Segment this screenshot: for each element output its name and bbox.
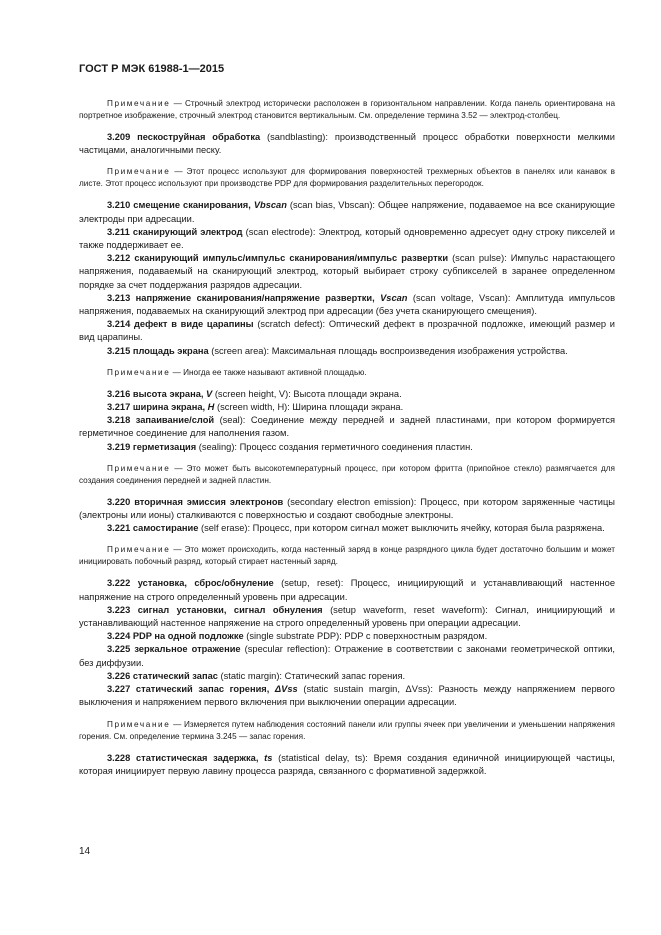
term-name: установка, сброс/обнуление: [137, 578, 274, 589]
term-number: 3.212: [107, 253, 135, 264]
term-symbol: V: [203, 388, 213, 399]
term-text: (secondary electron emission): Процесс, при котором заряженные частицы (электроны или ионы) сталкиваются с поверхностью и создают свободные электроны.: [79, 496, 615, 521]
term-definition: [79, 401, 615, 414]
term-number: 3.226: [107, 670, 133, 681]
term-number: 3.217: [107, 402, 133, 413]
term-text: (statistical delay, ts): Время создания единичной инициирующей частицы, которая инициирует первую лавину процесса разряда, связанного с формативной задержкой.: [79, 752, 615, 776]
note-label: Примечание: [107, 367, 171, 377]
term-name: статический запас горения,: [135, 684, 270, 695]
term-text: (scan voltage, Vscan): Амплитуда импульсов напряжения, подаваемых на сканирующий электрод при адресации (без учета сканирующего смещения).: [79, 292, 616, 317]
term-name: напряжение сканирования/напряжение развертки,: [135, 292, 375, 303]
term-name: запаивание/слой: [135, 415, 215, 426]
term-definition: [79, 683, 615, 709]
term-symbol: Vbscan: [250, 200, 287, 211]
note-label: Примечание: [107, 167, 171, 177]
note-label: Примечание: [107, 719, 171, 729]
term-definition: [79, 577, 615, 603]
note-text: — Иногда ее также называют активной площадью.: [170, 367, 367, 377]
term-definition: [79, 292, 615, 318]
term-text: (self erase): Процесс, при котором сигнал может выключить ячейку, которая была разряжена.: [198, 523, 605, 534]
note-text: — Строчный электрод исторически расположен в горизонтальном направлении. Когда панель ориентирована на портретное изображение, строчный электрод становится вертикальным. См. определение термина 3.52 — электрод-столбец.: [79, 99, 615, 120]
page-number: 14: [79, 846, 91, 857]
note-text: — Это может происходить, когда настенный заряд в конце разрядного цикла будет достаточно большим и может инициировать побочный разряд, который стирает настенный заряд.: [79, 545, 615, 567]
term-number: 3.210: [107, 200, 134, 211]
term-definition: [79, 643, 615, 669]
note-paragraph: [79, 719, 615, 743]
term-number: 3.224: [107, 631, 133, 642]
term-definition: [79, 318, 615, 344]
term-definition: [79, 496, 615, 522]
term-text: (scan electrode): Электрод, который одновременно адресует одну строку пикселей и также поддерживает ее.: [79, 226, 615, 251]
term-definition: [79, 752, 615, 778]
term-number: 3.225: [107, 644, 135, 655]
term-number: 3.209: [107, 132, 138, 142]
term-symbol: H: [205, 402, 215, 413]
term-number: 3.227: [107, 684, 136, 695]
term-text: (static sustain margin, ΔVss): Разность между напряжением первого выключения и напряжением первого включения при выключении операции адресации.: [79, 684, 615, 708]
term-name: высота экрана,: [132, 388, 204, 399]
term-definition: [79, 630, 615, 643]
term-text: (screen width, H): Ширина площади экрана.: [214, 402, 404, 413]
note-paragraph: [79, 98, 615, 122]
term-number: 3.216: [107, 388, 133, 399]
term-name: вторичная эмиссия электронов: [134, 496, 284, 507]
term-definition: [79, 441, 615, 454]
term-text: (scan pulse): Импульс нарастающего напряжения, подаваемый на сканирующий электрод, который выбирает строку субпикселей в заранее определенном порядке за счет поддержания разрядов адресации.: [79, 253, 615, 290]
note-text: — Это может быть высокотемпературный процесс, при котором фритта (припойное стекло) размягчается для создания соединения передней и задней пластин.: [79, 463, 615, 485]
term-text: (single substrate PDP): PDP с поверхностным разрядом.: [243, 631, 488, 642]
term-definition: [79, 388, 615, 401]
note-paragraph: [79, 166, 615, 190]
term-symbol: ts: [258, 752, 273, 763]
term-number: 3.221: [107, 523, 133, 534]
term-name: дефект в виде царапины: [134, 319, 254, 330]
term-symbol: ΔVss: [269, 684, 298, 695]
note-label: Примечание: [107, 463, 171, 473]
note-label: Примечание: [107, 99, 171, 108]
term-name: статистическая задержка,: [135, 752, 259, 763]
term-text: (sealing): Процесс создания герметичного соединения пластин.: [196, 441, 473, 452]
term-number: 3.218: [107, 415, 136, 426]
term-name: сигнал установки, сигнал обнуления: [137, 604, 323, 615]
note-text: — Измеряется путем наблюдения состояний панели или группы ячеек при увеличении и уменьшении напряжения горения. См. определение термина 3.245 — запас горения.: [79, 719, 615, 741]
term-definition: [79, 252, 615, 292]
term-text: (setup, reset): Процесс, инициирующий и устанавливающий настенное напряжение на строго определенный уровень при адресации.: [79, 578, 615, 602]
term-text: (seal): Соединение между передней и задней пластинами, при котором формируется герметичное соединение для наполнения газом.: [79, 415, 616, 439]
term-name: ширина экрана,: [132, 402, 206, 413]
term-text: (setup waveform, reset waveform): Сигнал, инициирующий и устанавливающий настенное напряжение на строго определенный уровень при операции адресации.: [79, 604, 615, 629]
term-number: 3.222: [107, 578, 138, 589]
term-definition: [79, 131, 615, 157]
term-text: (sandblasting): производственный процесс обработки поверхности мелкими частицами, аналогичными песку.: [79, 132, 615, 156]
note-label: Примечание: [107, 545, 171, 555]
term-text: (specular reflection): Отражение в соответствии с законами геометрической оптики, без диффузии.: [79, 644, 615, 668]
term-definition: [79, 670, 615, 683]
note-paragraph: [79, 544, 615, 568]
document-header: ГОСТ Р МЭК 61988-1—2015: [79, 63, 225, 75]
term-name: зеркальное отражение: [134, 644, 241, 655]
term-number: 3.228: [107, 752, 136, 763]
term-text: (screen height, V): Высота площади экрана.: [212, 388, 402, 399]
term-number: 3.214: [107, 319, 134, 330]
note-paragraph: [79, 367, 615, 379]
term-name: сканирующий импульс/импульс сканирования/импульс развертки: [134, 253, 449, 264]
term-number: 3.215: [107, 345, 133, 356]
term-number: 3.213: [107, 292, 136, 303]
document-body: [79, 98, 615, 778]
term-name: PDP на одной подложке: [132, 631, 244, 642]
term-definition: [79, 522, 615, 535]
note-text: — Этот процесс используют для формирования поверхностей трехмерных объектов в панелях или канавок в листе. Этот процесс используют при производстве PDP для формирования разделительных перегородок.: [79, 167, 615, 189]
term-definition: [79, 414, 615, 440]
term-number: 3.211: [107, 226, 133, 237]
term-text: (scratch defect): Оптический дефект в прозрачной подложке, имеющий размер и вид царапины.: [79, 319, 615, 343]
term-symbol: Vscan: [374, 292, 408, 303]
term-definition: [79, 199, 615, 225]
term-name: смещение сканирования,: [133, 200, 251, 211]
term-text: (static margin): Статический запас горения.: [217, 670, 406, 681]
term-name: герметизация: [132, 441, 197, 452]
term-name: самостирание: [132, 523, 199, 534]
term-number: 3.220: [107, 496, 135, 507]
term-definition: [79, 604, 615, 630]
term-name: площадь экрана: [132, 345, 209, 356]
term-definition: [79, 345, 615, 358]
term-name: статический запас: [132, 670, 218, 681]
term-text: (screen area): Максимальная площадь воспроизведения изображения устройства.: [208, 345, 568, 356]
term-text: (scan bias, Vbscan): Общее напряжение, подаваемое на все сканирующие электроды при адресации.: [79, 200, 615, 224]
term-number: 3.223: [107, 604, 138, 615]
term-name: сканирующий электрод: [132, 226, 243, 237]
term-definition: [79, 226, 615, 252]
term-number: 3.219: [107, 441, 133, 452]
note-paragraph: [79, 463, 615, 487]
term-name: пескоструйная обработка: [137, 132, 261, 142]
